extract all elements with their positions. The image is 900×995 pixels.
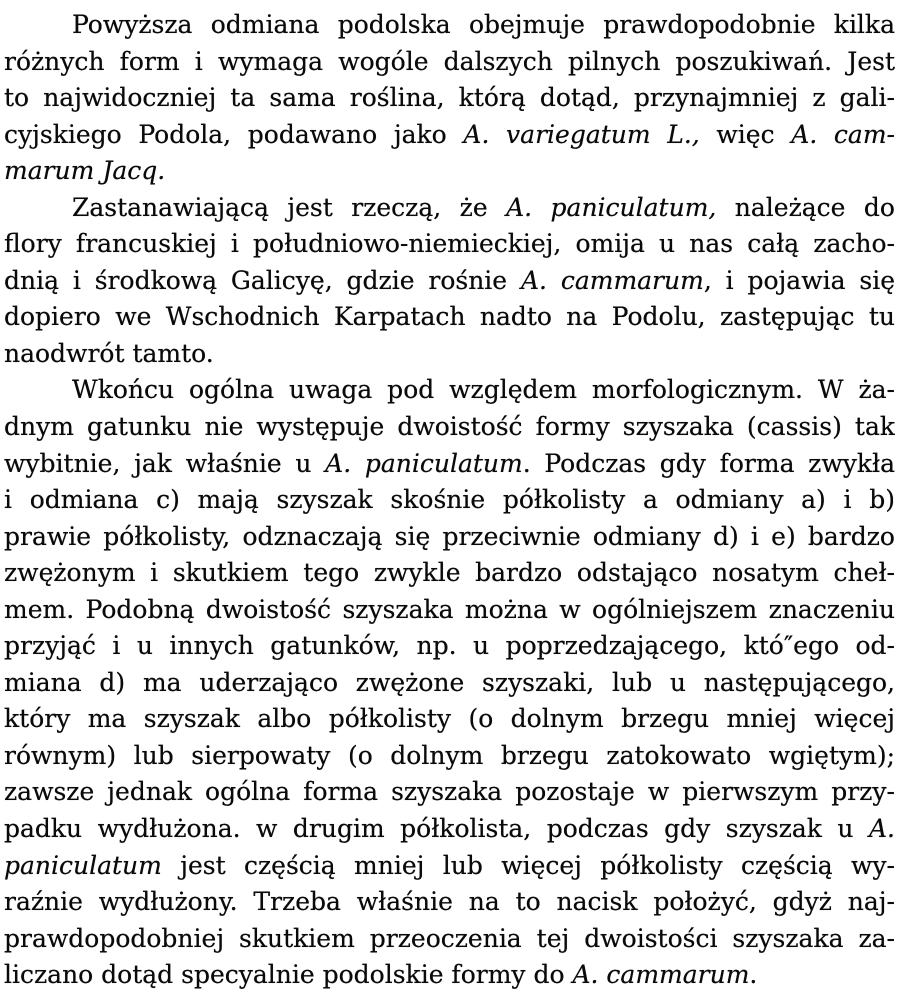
species-name-italic: A. cammarum (520, 265, 704, 295)
text-segment: Wkońcu ogólna uwaga pod względem morfologicznym. W ża- (72, 375, 895, 405)
text-line (4, 592, 895, 629)
text-line (4, 848, 895, 885)
text-line (4, 957, 895, 994)
species-name-italic: paniculatum (4, 850, 162, 880)
text-line (4, 190, 895, 227)
species-name-italic: A. paniculatum (325, 448, 523, 478)
text-line (4, 117, 895, 154)
text-segment: wybitnie, jak właśnie u (4, 448, 326, 478)
text-segment: przyjąć i u innych gatunków, np. u poprzedzającego, któ″ego od- (4, 631, 895, 661)
text-segment: raźnie wydłużony. Trzeba właśnie na to nacisk położyć, gdyż naj- (4, 887, 895, 917)
text-segment: padku wydłużona. w drugim półkolista, podczas gdy szyszak u (4, 814, 869, 844)
text-line (4, 7, 895, 44)
text-block (4, 7, 895, 994)
species-name-italic: marum Jacq. (4, 156, 166, 186)
species-name-italic: A. cam- (791, 119, 895, 149)
paragraph (4, 190, 895, 373)
text-line (4, 153, 895, 190)
text-line (4, 299, 895, 336)
text-line (4, 738, 895, 775)
text-segment: i odmiana c) mają szyszak skośnie półkolisty a odmiany a) i b) (4, 485, 895, 515)
text-line (4, 665, 895, 702)
text-segment: równym) lub sierpowaty (o dolnym brzegu zatokowato wgiętym); (4, 740, 895, 770)
text-line (4, 482, 895, 519)
text-segment: który ma szyszak albo półkolisty (o dolnym brzegu mniej więcej (4, 704, 895, 734)
text-segment: , i pojawia się (703, 265, 895, 295)
species-name-italic: A. variegatum L., (463, 119, 700, 149)
text-segment: miana d) ma uderzająco zwężone szyszaki, lub u następującego, (4, 667, 895, 697)
text-segment: dopiero we Wschodnich Karpatach nadto na Podolu, zastępując tu (4, 302, 895, 332)
text-segment: dnym gatunku nie występuje dwoistość formy szyszaka (cassis) tak (4, 412, 895, 442)
text-segment: liczano dotąd specyalnie podolskie formy do (4, 960, 573, 990)
text-segment: jest częścią mniej lub więcej półkolisty częścią wy- (161, 850, 895, 880)
text-line (4, 519, 895, 556)
text-segment: należące do (716, 192, 895, 222)
text-segment: . (749, 960, 758, 990)
text-segment: Powyższa odmiana podolska obejmuje prawdopodobnie kilka (72, 10, 895, 39)
text-segment: prawdopodobniej skutkiem przeoczenia tej dwoistości szyszaka za- (4, 923, 895, 953)
text-line (4, 884, 895, 921)
paragraph (4, 7, 895, 190)
text-segment: naodwrót tamto. (4, 338, 214, 368)
text-segment: flory francuskiej i południowo-niemieckiej, omija u nas całą zacho- (4, 229, 895, 259)
text-segment: różnych form i wymaga wogóle dalszych pilnych poszukiwań. Jest (4, 46, 895, 76)
paragraph (4, 372, 895, 993)
species-name-italic: A. cammarum (572, 960, 750, 990)
text-line (4, 701, 895, 738)
text-line (4, 628, 895, 665)
text-segment: zawsze jednak ogólna forma szyszaka pozostaje w pierwszym przy- (4, 777, 895, 807)
text-segment: to najwidoczniej ta sama roślina, którą dotąd, przynajmniej z gali- (4, 83, 895, 113)
text-line (4, 226, 895, 263)
text-segment: więc (699, 119, 792, 149)
text-line (4, 80, 895, 117)
text-line (4, 336, 895, 373)
text-line (4, 446, 895, 483)
text-line (4, 774, 895, 811)
text-line (4, 555, 895, 592)
text-segment: zwężonym i skutkiem tego zwykle bardzo odstająco nosatym cheł- (4, 558, 895, 588)
species-name-italic: A. paniculatum, (506, 192, 717, 222)
text-line (4, 372, 895, 409)
text-line (4, 44, 895, 81)
text-line (4, 811, 895, 848)
text-segment: mem. Podobną dwoistość szyszaka można w ogólniejszem znaczeniu (4, 594, 895, 624)
text-segment: cyjskiego Podola, podawano jako (4, 119, 464, 149)
text-line (4, 409, 895, 446)
species-name-italic: A. (868, 814, 895, 844)
text-line (4, 263, 895, 300)
text-segment: dnią i środkową Galicyę, gdzie rośnie (4, 265, 521, 295)
text-segment: . Podczas gdy forma zwykła (522, 448, 895, 478)
text-segment: prawie półkolisty, odznaczają się przeciwnie odmiany d) i e) bardzo (4, 521, 895, 551)
text-line (4, 921, 895, 958)
text-segment: Zastanawiającą jest rzeczą, że (72, 192, 507, 222)
